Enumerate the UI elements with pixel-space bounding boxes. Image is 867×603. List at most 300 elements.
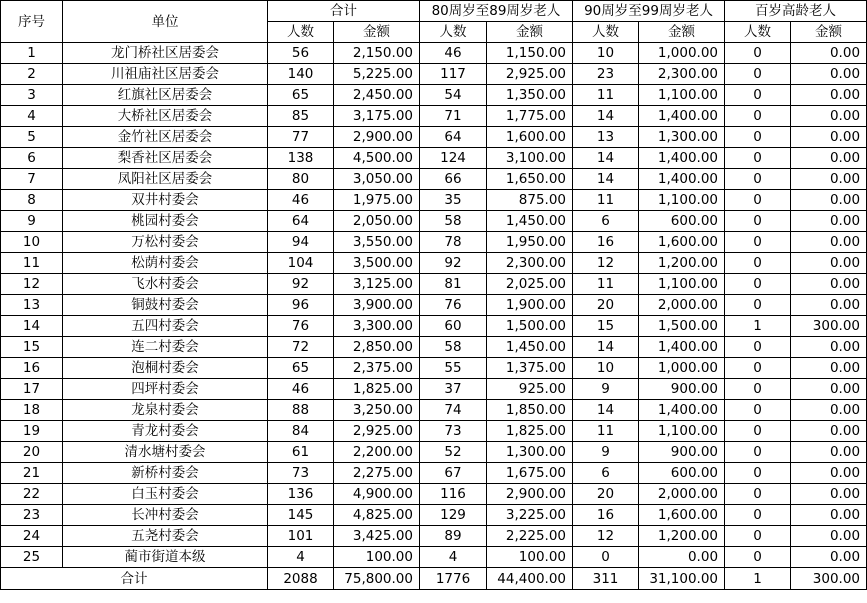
total-people-cell: 61 bbox=[268, 442, 334, 463]
total-amount-cell: 1,975.00 bbox=[334, 190, 420, 211]
g80-amount-cell: 1,675.00 bbox=[487, 463, 573, 484]
seq-cell: 16 bbox=[1, 358, 63, 379]
seq-cell: 21 bbox=[1, 463, 63, 484]
g80-amount-cell: 3,225.00 bbox=[487, 505, 573, 526]
g80-people-cell: 116 bbox=[420, 484, 487, 505]
g90-amount-cell: 1,400.00 bbox=[639, 148, 725, 169]
g100-people-cell: 0 bbox=[725, 85, 791, 106]
table-row bbox=[1, 442, 867, 463]
table-row bbox=[1, 148, 867, 169]
seq-cell: 15 bbox=[1, 337, 63, 358]
g80-people-cell: 78 bbox=[420, 232, 487, 253]
g80-people-cell: 52 bbox=[420, 442, 487, 463]
g80-amount-cell: 1,350.00 bbox=[487, 85, 573, 106]
subheader-amount: 金额 bbox=[639, 22, 725, 43]
g100-people-cell: 0 bbox=[725, 400, 791, 421]
total-amount-cell: 2,275.00 bbox=[334, 463, 420, 484]
total-people-cell: 72 bbox=[268, 337, 334, 358]
unit-cell: 青龙村委会 bbox=[63, 421, 268, 442]
table-row bbox=[1, 526, 867, 547]
unit-cell: 蔺市街道本级 bbox=[63, 547, 268, 568]
total-people-cell: 138 bbox=[268, 148, 334, 169]
total-cell: 31,100.00 bbox=[639, 568, 725, 590]
g100-amount-cell: 0.00 bbox=[791, 505, 867, 526]
g80-amount-cell: 1,900.00 bbox=[487, 295, 573, 316]
g100-amount-cell: 0.00 bbox=[791, 169, 867, 190]
g80-people-cell: 35 bbox=[420, 190, 487, 211]
total-people-cell: 136 bbox=[268, 484, 334, 505]
g100-amount-cell: 0.00 bbox=[791, 148, 867, 169]
unit-cell: 红旗社区居委会 bbox=[63, 85, 268, 106]
header-row-groups bbox=[1, 1, 867, 22]
g90-people-cell: 16 bbox=[573, 232, 639, 253]
seq-cell: 5 bbox=[1, 127, 63, 148]
total-amount-cell: 2,925.00 bbox=[334, 421, 420, 442]
unit-cell: 桃园村委会 bbox=[63, 211, 268, 232]
g100-people-cell: 0 bbox=[725, 463, 791, 484]
unit-cell: 龙门桥社区居委会 bbox=[63, 43, 268, 64]
g90-people-cell: 15 bbox=[573, 316, 639, 337]
g100-amount-cell: 0.00 bbox=[791, 106, 867, 127]
g80-people-cell: 92 bbox=[420, 253, 487, 274]
g90-amount-cell: 2,300.00 bbox=[639, 64, 725, 85]
table-row bbox=[1, 337, 867, 358]
unit-cell: 铜鼓村委会 bbox=[63, 295, 268, 316]
subheader-amount: 金额 bbox=[791, 22, 867, 43]
g90-people-cell: 13 bbox=[573, 127, 639, 148]
g90-people-cell: 9 bbox=[573, 379, 639, 400]
g100-amount-cell: 0.00 bbox=[791, 442, 867, 463]
total-amount-cell: 2,050.00 bbox=[334, 211, 420, 232]
g100-people-cell: 0 bbox=[725, 169, 791, 190]
table-row bbox=[1, 106, 867, 127]
table-row bbox=[1, 547, 867, 568]
g90-amount-cell: 1,600.00 bbox=[639, 505, 725, 526]
g80-amount-cell: 1,950.00 bbox=[487, 232, 573, 253]
total-amount-cell: 4,900.00 bbox=[334, 484, 420, 505]
unit-cell: 双井村委会 bbox=[63, 190, 268, 211]
g100-people-cell: 0 bbox=[725, 358, 791, 379]
seq-cell: 1 bbox=[1, 43, 63, 64]
unit-cell: 五尧村委会 bbox=[63, 526, 268, 547]
g100-amount-cell: 0.00 bbox=[791, 274, 867, 295]
unit-cell: 新桥村委会 bbox=[63, 463, 268, 484]
total-amount-cell: 3,300.00 bbox=[334, 316, 420, 337]
g100-people-cell: 0 bbox=[725, 547, 791, 568]
subheader-amount: 金额 bbox=[334, 22, 420, 43]
seq-cell: 6 bbox=[1, 148, 63, 169]
total-amount-cell: 2,900.00 bbox=[334, 127, 420, 148]
subheader-people: 人数 bbox=[268, 22, 334, 43]
seq-cell: 11 bbox=[1, 253, 63, 274]
g90-people-cell: 11 bbox=[573, 190, 639, 211]
g90-amount-cell: 900.00 bbox=[639, 442, 725, 463]
total-amount-cell: 100.00 bbox=[334, 547, 420, 568]
table-row bbox=[1, 400, 867, 421]
g90-amount-cell: 1,100.00 bbox=[639, 190, 725, 211]
g100-amount-cell: 0.00 bbox=[791, 379, 867, 400]
total-amount-cell: 2,150.00 bbox=[334, 43, 420, 64]
table-row bbox=[1, 316, 867, 337]
g100-people-cell: 0 bbox=[725, 127, 791, 148]
g80-amount-cell: 2,925.00 bbox=[487, 64, 573, 85]
seq-cell: 18 bbox=[1, 400, 63, 421]
header-80-89: 80周岁至89周岁老人 bbox=[420, 1, 573, 22]
unit-cell: 凤阳社区居委会 bbox=[63, 169, 268, 190]
table-row bbox=[1, 190, 867, 211]
g90-people-cell: 20 bbox=[573, 295, 639, 316]
g90-people-cell: 20 bbox=[573, 484, 639, 505]
total-cell: 75,800.00 bbox=[334, 568, 420, 590]
total-people-cell: 92 bbox=[268, 274, 334, 295]
g80-amount-cell: 1,450.00 bbox=[487, 337, 573, 358]
total-amount-cell: 3,175.00 bbox=[334, 106, 420, 127]
g90-amount-cell: 1,400.00 bbox=[639, 106, 725, 127]
total-cell: 1 bbox=[725, 568, 791, 590]
header-total: 合计 bbox=[268, 1, 420, 22]
seq-cell: 23 bbox=[1, 505, 63, 526]
g100-amount-cell: 0.00 bbox=[791, 526, 867, 547]
seq-cell: 9 bbox=[1, 211, 63, 232]
header-seq: 序号 bbox=[1, 1, 63, 43]
g90-people-cell: 23 bbox=[573, 64, 639, 85]
g80-people-cell: 46 bbox=[420, 43, 487, 64]
g100-people-cell: 0 bbox=[725, 211, 791, 232]
table-row bbox=[1, 64, 867, 85]
g80-amount-cell: 1,825.00 bbox=[487, 421, 573, 442]
g90-amount-cell: 1,000.00 bbox=[639, 43, 725, 64]
g90-amount-cell: 1,300.00 bbox=[639, 127, 725, 148]
g100-people-cell: 0 bbox=[725, 484, 791, 505]
table-body bbox=[1, 43, 867, 568]
seq-cell: 2 bbox=[1, 64, 63, 85]
g100-amount-cell: 0.00 bbox=[791, 64, 867, 85]
total-people-cell: 88 bbox=[268, 400, 334, 421]
seq-cell: 19 bbox=[1, 421, 63, 442]
total-label: 合计 bbox=[1, 568, 268, 590]
unit-cell: 大桥社区居委会 bbox=[63, 106, 268, 127]
total-people-cell: 145 bbox=[268, 505, 334, 526]
g80-amount-cell: 1,375.00 bbox=[487, 358, 573, 379]
total-people-cell: 96 bbox=[268, 295, 334, 316]
total-amount-cell: 3,900.00 bbox=[334, 295, 420, 316]
g90-amount-cell: 1,600.00 bbox=[639, 232, 725, 253]
g100-amount-cell: 0.00 bbox=[791, 190, 867, 211]
total-amount-cell: 3,125.00 bbox=[334, 274, 420, 295]
seq-cell: 24 bbox=[1, 526, 63, 547]
g80-amount-cell: 875.00 bbox=[487, 190, 573, 211]
g80-amount-cell: 100.00 bbox=[487, 547, 573, 568]
total-amount-cell: 2,450.00 bbox=[334, 85, 420, 106]
g80-amount-cell: 1,850.00 bbox=[487, 400, 573, 421]
total-amount-cell: 5,225.00 bbox=[334, 64, 420, 85]
total-cell: 300.00 bbox=[791, 568, 867, 590]
seq-cell: 10 bbox=[1, 232, 63, 253]
unit-cell: 松荫村委会 bbox=[63, 253, 268, 274]
g80-amount-cell: 1,775.00 bbox=[487, 106, 573, 127]
unit-cell: 清水塘村委会 bbox=[63, 442, 268, 463]
total-people-cell: 4 bbox=[268, 547, 334, 568]
g90-amount-cell: 600.00 bbox=[639, 463, 725, 484]
g90-amount-cell: 1,100.00 bbox=[639, 274, 725, 295]
g100-amount-cell: 0.00 bbox=[791, 484, 867, 505]
total-people-cell: 77 bbox=[268, 127, 334, 148]
g90-people-cell: 11 bbox=[573, 274, 639, 295]
total-amount-cell: 3,425.00 bbox=[334, 526, 420, 547]
unit-cell: 川祖庙社区居委会 bbox=[63, 64, 268, 85]
g100-people-cell: 0 bbox=[725, 106, 791, 127]
g90-people-cell: 10 bbox=[573, 358, 639, 379]
g90-people-cell: 12 bbox=[573, 526, 639, 547]
total-amount-cell: 2,375.00 bbox=[334, 358, 420, 379]
g100-people-cell: 0 bbox=[725, 526, 791, 547]
g90-amount-cell: 2,000.00 bbox=[639, 484, 725, 505]
header-centenarian: 百岁高龄老人 bbox=[725, 1, 867, 22]
g100-people-cell: 0 bbox=[725, 190, 791, 211]
table-row bbox=[1, 127, 867, 148]
g100-amount-cell: 0.00 bbox=[791, 232, 867, 253]
g80-people-cell: 64 bbox=[420, 127, 487, 148]
g100-people-cell: 0 bbox=[725, 379, 791, 400]
g90-amount-cell: 2,000.00 bbox=[639, 295, 725, 316]
total-people-cell: 64 bbox=[268, 211, 334, 232]
table-row bbox=[1, 421, 867, 442]
g90-amount-cell: 600.00 bbox=[639, 211, 725, 232]
g80-people-cell: 58 bbox=[420, 337, 487, 358]
g80-amount-cell: 2,225.00 bbox=[487, 526, 573, 547]
g100-people-cell: 0 bbox=[725, 43, 791, 64]
g100-amount-cell: 0.00 bbox=[791, 127, 867, 148]
g100-people-cell: 0 bbox=[725, 148, 791, 169]
g80-amount-cell: 1,450.00 bbox=[487, 211, 573, 232]
seq-cell: 4 bbox=[1, 106, 63, 127]
seq-cell: 7 bbox=[1, 169, 63, 190]
subheader-amount: 金额 bbox=[487, 22, 573, 43]
g100-people-cell: 0 bbox=[725, 442, 791, 463]
g80-people-cell: 73 bbox=[420, 421, 487, 442]
total-people-cell: 104 bbox=[268, 253, 334, 274]
table-row bbox=[1, 295, 867, 316]
total-people-cell: 94 bbox=[268, 232, 334, 253]
seq-cell: 20 bbox=[1, 442, 63, 463]
total-amount-cell: 3,250.00 bbox=[334, 400, 420, 421]
g90-amount-cell: 1,100.00 bbox=[639, 421, 725, 442]
g80-amount-cell: 2,025.00 bbox=[487, 274, 573, 295]
seq-cell: 12 bbox=[1, 274, 63, 295]
g100-people-cell: 0 bbox=[725, 232, 791, 253]
seq-cell: 13 bbox=[1, 295, 63, 316]
total-amount-cell: 2,850.00 bbox=[334, 337, 420, 358]
unit-cell: 五四村委会 bbox=[63, 316, 268, 337]
g80-people-cell: 74 bbox=[420, 400, 487, 421]
unit-cell: 万松村委会 bbox=[63, 232, 268, 253]
g90-amount-cell: 900.00 bbox=[639, 379, 725, 400]
g100-amount-cell: 0.00 bbox=[791, 400, 867, 421]
g90-amount-cell: 1,200.00 bbox=[639, 526, 725, 547]
g100-people-cell: 1 bbox=[725, 316, 791, 337]
g90-people-cell: 0 bbox=[573, 547, 639, 568]
g100-people-cell: 0 bbox=[725, 274, 791, 295]
header-90-99: 90周岁至99周岁老人 bbox=[573, 1, 725, 22]
g100-amount-cell: 300.00 bbox=[791, 316, 867, 337]
g90-amount-cell: 1,500.00 bbox=[639, 316, 725, 337]
g100-amount-cell: 0.00 bbox=[791, 337, 867, 358]
g90-people-cell: 14 bbox=[573, 337, 639, 358]
g100-amount-cell: 0.00 bbox=[791, 253, 867, 274]
total-people-cell: 140 bbox=[268, 64, 334, 85]
subheader-people: 人数 bbox=[725, 22, 791, 43]
g90-amount-cell: 1,100.00 bbox=[639, 85, 725, 106]
g100-people-cell: 0 bbox=[725, 421, 791, 442]
total-amount-cell: 4,825.00 bbox=[334, 505, 420, 526]
g90-people-cell: 14 bbox=[573, 106, 639, 127]
g90-people-cell: 16 bbox=[573, 505, 639, 526]
table-row bbox=[1, 274, 867, 295]
g80-amount-cell: 1,300.00 bbox=[487, 442, 573, 463]
g100-amount-cell: 0.00 bbox=[791, 547, 867, 568]
g100-amount-cell: 0.00 bbox=[791, 43, 867, 64]
g90-people-cell: 6 bbox=[573, 463, 639, 484]
total-amount-cell: 2,200.00 bbox=[334, 442, 420, 463]
g90-people-cell: 6 bbox=[573, 211, 639, 232]
total-amount-cell: 4,500.00 bbox=[334, 148, 420, 169]
g100-amount-cell: 0.00 bbox=[791, 463, 867, 484]
table-row bbox=[1, 379, 867, 400]
g80-people-cell: 124 bbox=[420, 148, 487, 169]
total-people-cell: 84 bbox=[268, 421, 334, 442]
g80-people-cell: 4 bbox=[420, 547, 487, 568]
g90-people-cell: 14 bbox=[573, 400, 639, 421]
total-cell: 44,400.00 bbox=[487, 568, 573, 590]
g90-amount-cell: 0.00 bbox=[639, 547, 725, 568]
table-row bbox=[1, 505, 867, 526]
total-people-cell: 80 bbox=[268, 169, 334, 190]
g100-amount-cell: 0.00 bbox=[791, 421, 867, 442]
g80-amount-cell: 1,650.00 bbox=[487, 169, 573, 190]
table-row bbox=[1, 85, 867, 106]
g80-people-cell: 129 bbox=[420, 505, 487, 526]
table-row bbox=[1, 484, 867, 505]
table-row bbox=[1, 463, 867, 484]
g100-people-cell: 0 bbox=[725, 64, 791, 85]
table-row bbox=[1, 232, 867, 253]
header-unit: 单位 bbox=[63, 1, 268, 43]
unit-cell: 连二村委会 bbox=[63, 337, 268, 358]
total-people-cell: 46 bbox=[268, 379, 334, 400]
g80-people-cell: 71 bbox=[420, 106, 487, 127]
g80-people-cell: 76 bbox=[420, 295, 487, 316]
g80-amount-cell: 2,300.00 bbox=[487, 253, 573, 274]
g80-people-cell: 58 bbox=[420, 211, 487, 232]
g80-people-cell: 66 bbox=[420, 169, 487, 190]
g90-people-cell: 14 bbox=[573, 148, 639, 169]
seq-cell: 8 bbox=[1, 190, 63, 211]
g100-amount-cell: 0.00 bbox=[791, 85, 867, 106]
unit-cell: 梨香社区居委会 bbox=[63, 148, 268, 169]
table-row bbox=[1, 358, 867, 379]
table-footer bbox=[1, 568, 867, 590]
total-amount-cell: 3,550.00 bbox=[334, 232, 420, 253]
g80-people-cell: 117 bbox=[420, 64, 487, 85]
seq-cell: 22 bbox=[1, 484, 63, 505]
g80-people-cell: 37 bbox=[420, 379, 487, 400]
g80-amount-cell: 2,900.00 bbox=[487, 484, 573, 505]
g90-people-cell: 11 bbox=[573, 421, 639, 442]
table-row bbox=[1, 169, 867, 190]
unit-cell: 龙泉村委会 bbox=[63, 400, 268, 421]
total-people-cell: 85 bbox=[268, 106, 334, 127]
g100-people-cell: 0 bbox=[725, 295, 791, 316]
seq-cell: 3 bbox=[1, 85, 63, 106]
g100-people-cell: 0 bbox=[725, 505, 791, 526]
g90-people-cell: 11 bbox=[573, 85, 639, 106]
g90-amount-cell: 1,000.00 bbox=[639, 358, 725, 379]
unit-cell: 金竹社区居委会 bbox=[63, 127, 268, 148]
table-header bbox=[1, 1, 867, 43]
g100-amount-cell: 0.00 bbox=[791, 358, 867, 379]
table-row bbox=[1, 253, 867, 274]
g80-amount-cell: 1,500.00 bbox=[487, 316, 573, 337]
g90-people-cell: 9 bbox=[573, 442, 639, 463]
g80-amount-cell: 1,150.00 bbox=[487, 43, 573, 64]
total-amount-cell: 3,500.00 bbox=[334, 253, 420, 274]
seq-cell: 25 bbox=[1, 547, 63, 568]
g90-people-cell: 10 bbox=[573, 43, 639, 64]
g100-amount-cell: 0.00 bbox=[791, 211, 867, 232]
g80-people-cell: 60 bbox=[420, 316, 487, 337]
unit-cell: 四坪村委会 bbox=[63, 379, 268, 400]
seq-cell: 14 bbox=[1, 316, 63, 337]
g80-people-cell: 54 bbox=[420, 85, 487, 106]
total-amount-cell: 1,825.00 bbox=[334, 379, 420, 400]
total-cell: 311 bbox=[573, 568, 639, 590]
g90-amount-cell: 1,200.00 bbox=[639, 253, 725, 274]
total-people-cell: 76 bbox=[268, 316, 334, 337]
subheader-people: 人数 bbox=[420, 22, 487, 43]
subheader-people: 人数 bbox=[573, 22, 639, 43]
unit-cell: 长冲村委会 bbox=[63, 505, 268, 526]
g80-people-cell: 55 bbox=[420, 358, 487, 379]
total-people-cell: 73 bbox=[268, 463, 334, 484]
g90-amount-cell: 1,400.00 bbox=[639, 400, 725, 421]
g80-people-cell: 67 bbox=[420, 463, 487, 484]
g100-people-cell: 0 bbox=[725, 337, 791, 358]
seq-cell: 17 bbox=[1, 379, 63, 400]
g80-amount-cell: 3,100.00 bbox=[487, 148, 573, 169]
g90-people-cell: 14 bbox=[573, 169, 639, 190]
g90-people-cell: 12 bbox=[573, 253, 639, 274]
g80-people-cell: 81 bbox=[420, 274, 487, 295]
table-row bbox=[1, 43, 867, 64]
g100-people-cell: 0 bbox=[725, 253, 791, 274]
unit-cell: 飞水村委会 bbox=[63, 274, 268, 295]
total-people-cell: 101 bbox=[268, 526, 334, 547]
total-people-cell: 65 bbox=[268, 358, 334, 379]
total-people-cell: 56 bbox=[268, 43, 334, 64]
total-cell: 2088 bbox=[268, 568, 334, 590]
unit-cell: 泡桐村委会 bbox=[63, 358, 268, 379]
total-row bbox=[1, 568, 867, 590]
g80-people-cell: 89 bbox=[420, 526, 487, 547]
total-amount-cell: 3,050.00 bbox=[334, 169, 420, 190]
total-people-cell: 46 bbox=[268, 190, 334, 211]
g90-amount-cell: 1,400.00 bbox=[639, 169, 725, 190]
table-row bbox=[1, 211, 867, 232]
total-people-cell: 65 bbox=[268, 85, 334, 106]
g100-amount-cell: 0.00 bbox=[791, 295, 867, 316]
g80-amount-cell: 925.00 bbox=[487, 379, 573, 400]
g80-amount-cell: 1,600.00 bbox=[487, 127, 573, 148]
